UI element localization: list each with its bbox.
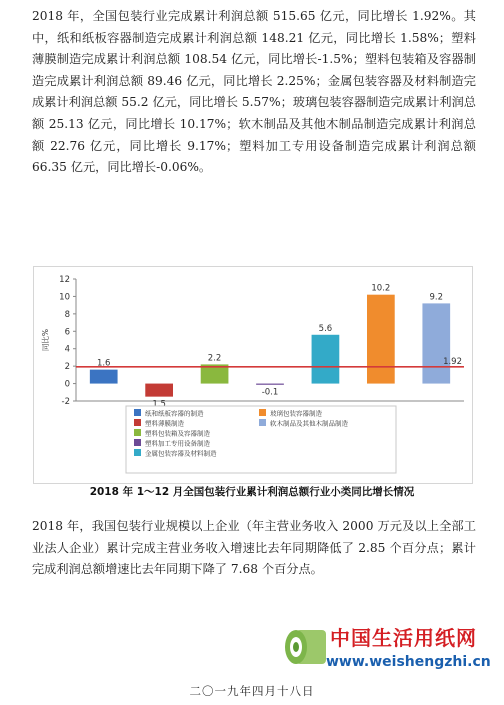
bar-chart-svg (34, 267, 472, 483)
y-tick-label: 12 (59, 275, 70, 285)
y-tick-label: 0 (64, 379, 70, 390)
logo-url: www.weishengzhi.cn (326, 654, 491, 670)
bar (256, 384, 284, 385)
data-label: -0.1 (261, 387, 279, 398)
legend-label: 塑料薄膜制造 (145, 419, 184, 428)
bar (312, 335, 340, 384)
y-tick-label: 4 (64, 344, 70, 355)
legend-swatch (134, 419, 141, 426)
logo-title: 中国生活用纸网 (330, 626, 477, 650)
y-axis-label: 同比% (41, 328, 50, 352)
legend-swatch (259, 409, 266, 416)
y-tick-label: 2 (64, 362, 70, 373)
legend-label: 玻璃包装容器制造 (270, 409, 322, 418)
legend-swatch (134, 409, 141, 416)
paragraph-profit-summary: 2018 年，全国包装行业完成累计利润总额 515.65 亿元，同比增长 1.92%。其中，纸和纸板容器制造完成累计利润总额 148.21 亿元，同比增长 1.58%；塑料薄膜制造完成累计利润总额 108.54 亿元，同比增长-1.5%；塑料包装箱及容器制造完成累计利润总额 89.46 亿元，同比增长 2.25%；金属包装容器及材料制造完成累计利润总额 55.2 亿元，同比增长 5.57%；玻璃包装容器制造完成累计利润总额 25.13 亿元，同比增长 10.17%；软木制品及其他木制品制造完成累计利润总额 22.76 亿元，同比增长 9.17%；塑料加工专用设备制造完成累计利润总额 66.35 亿元，同比增长-0.06%。 (32, 9, 476, 175)
paper-roll-icon (282, 624, 330, 672)
legend-swatch (134, 439, 141, 446)
legend-swatch (134, 429, 141, 436)
legend-label: 金属包装容器及材料制造 (145, 449, 217, 458)
bar (422, 303, 450, 383)
data-label: 10.2 (371, 283, 391, 294)
document-date: 二〇一九年四月十八日 (189, 684, 315, 698)
paragraph-growth-summary: 2018 年，我国包装行业规模以上企业（年主营业务收入 2000 万元及以上全部工业法人企业）累计完成主营业务收入增速比去年同期降低了 2.85 个百分点；累计完成利润总额增速比去年同期下降了 7.68 个百分点。 (32, 519, 476, 577)
legend-swatch (259, 419, 266, 426)
y-tick-label: -2 (61, 397, 70, 407)
reference-line-label: 1.92 (443, 356, 462, 367)
data-label: 2.2 (207, 353, 222, 364)
y-tick-label: 6 (64, 327, 70, 338)
legend-label: 塑料加工专用设备制造 (145, 439, 210, 448)
legend-label: 纸和纸板容器的制造 (145, 409, 204, 418)
data-label: 9.2 (429, 292, 444, 303)
y-tick-label: 8 (64, 309, 70, 320)
y-tick-label: 10 (59, 292, 70, 303)
legend-label: 软木制品及其他木制品制造 (270, 419, 348, 428)
site-logo (280, 620, 490, 682)
data-label: 1.6 (96, 358, 111, 369)
bar (145, 384, 173, 397)
bar (367, 295, 395, 384)
chart-caption: 2018 年 1～12 月全国包装行业累计利润总额行业小类同比增长情况 (89, 486, 415, 498)
bar-chart (33, 266, 473, 484)
legend-swatch (134, 449, 141, 456)
data-label: 1.5 (152, 399, 166, 410)
bar (90, 370, 118, 384)
data-label: 5.6 (318, 323, 333, 334)
legend-label: 塑料包装箱及容器制造 (145, 429, 210, 438)
